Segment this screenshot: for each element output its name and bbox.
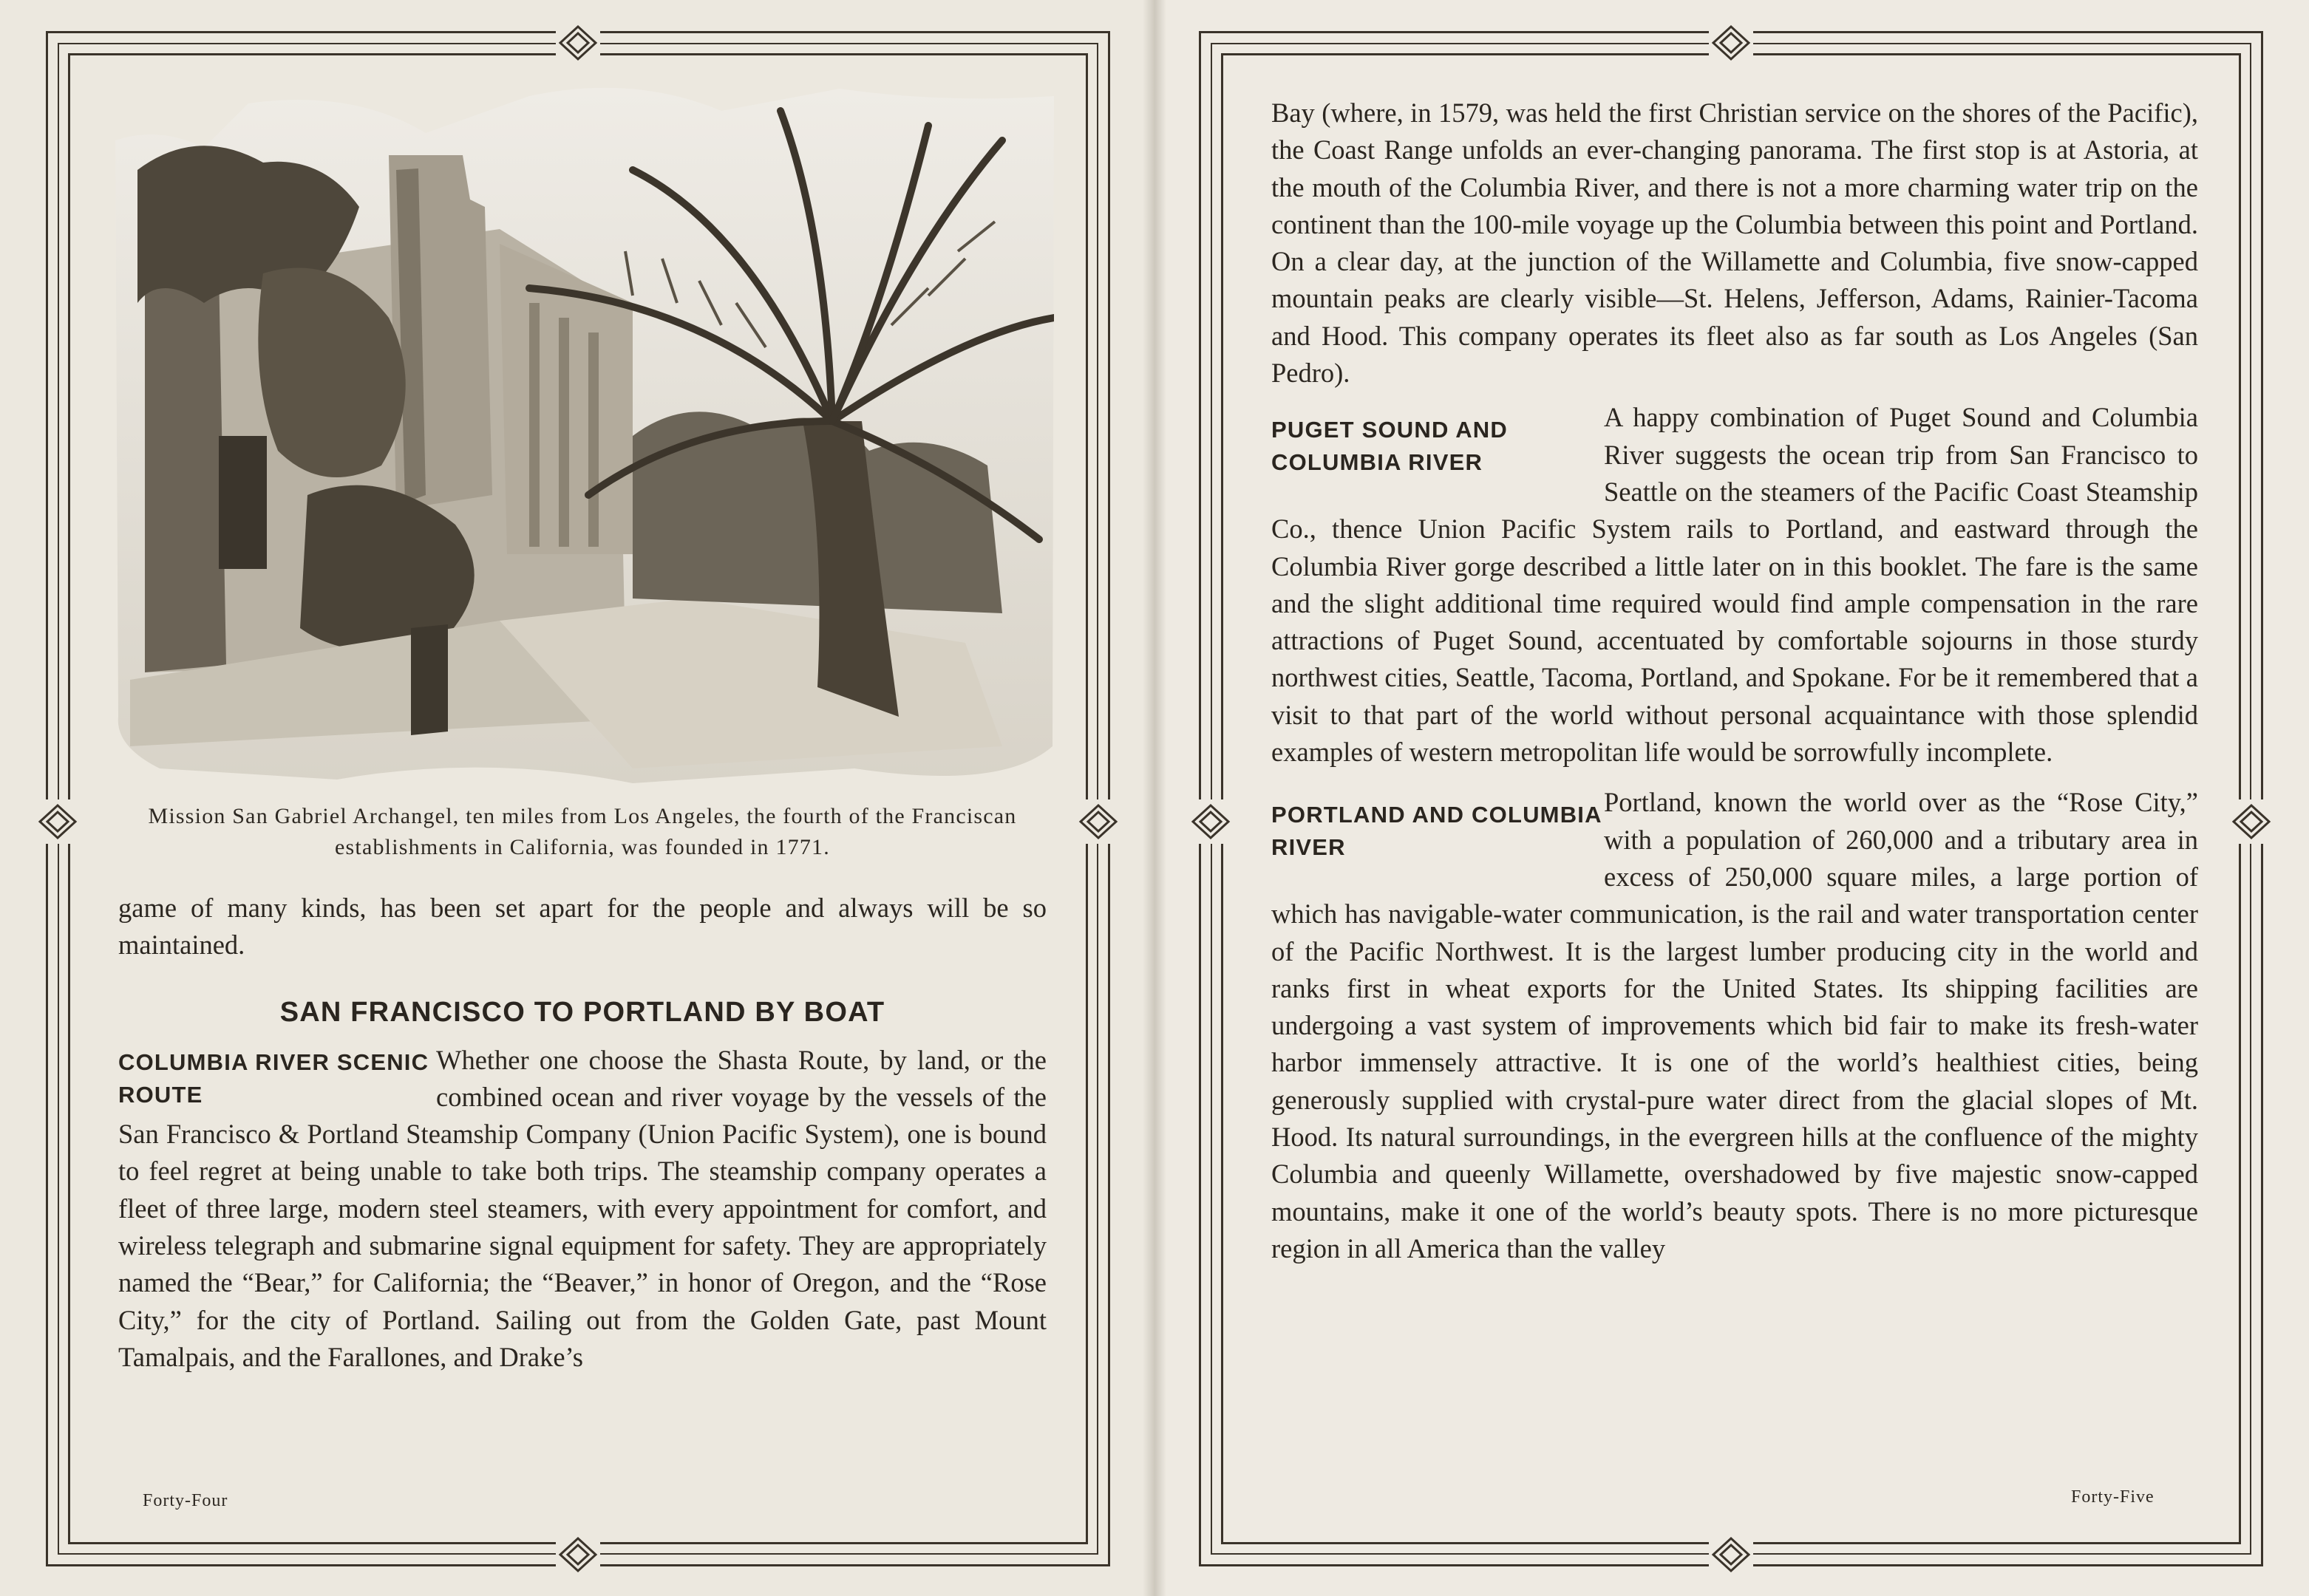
section-heading: SAN FRANCISCO TO PORTLAND BY BOAT xyxy=(279,996,885,1028)
sidehead-columbia-river-scenic-route: COLUMBIA RIVER SCENIC ROUTE xyxy=(118,1048,429,1108)
sidehead-portland: PORTLAND AND COLUMBIA RIVER xyxy=(1271,802,1602,861)
folio-left: Forty-Four xyxy=(143,1491,228,1510)
left-ornament-icon xyxy=(35,799,80,844)
shasta-route-paragraph: Whether one choose the Shasta Route, by land, or the combined ocean and river voyage by the vessels of the San Francisco & Portland Steamship Company (Union Pacific System), one is bound to feel regret at being unable to take both trips. The steamship company operates a fleet of three large, modern steel steamers, with every appointment for comfort, and wireless telegraph and submarine signal equipment for safety. They are appropriately named the “Bear,” for California; the “Beaver,” in honor of Oregon, and the “Rose City,” for the city of Portland. Sailing out from the Golden Gate, past Mount Tamalpais, and the Farallones, and Drake’s xyxy=(118,1044,1047,1372)
book-gutter xyxy=(1143,0,1166,1596)
puget-sound-paragraph: A happy combination of Puget Sound and Columbia River suggests the ocean trip from San Francisco to Seattle on the steamers of the Pacific Coast Steamship Co., thence Union Pacific System rails to Portland, and eastward through the Columbia River gorge described a little later on in this booklet. The fare is the same and the slight additional time required would find ample compensation in the rare attractions of Puget Sound, accentuated by comfortable sojourns in those sturdy northwest cities, Seattle, Tacoma, Portland, and Spokane. For be it remembered that a visit to that part of the world without personal acquaintance with those splendid examples of western metropolitan life would be sorrowfully incomplete. xyxy=(1271,402,2198,768)
right-ornament-icon xyxy=(1076,799,1121,844)
right-page xyxy=(1154,0,2309,1596)
top-ornament-icon xyxy=(1709,21,1753,65)
mission-photo xyxy=(115,81,1054,791)
portland-paragraph: Portland, known the world over as the “Rose City,” with a population of 260,000 and a tributary area in excess of 250,000 square miles, a large portion of which has navigable-water communication, is the rail and water transportation center of the Pacific Northwest. It is the largest lumber producing city in the world and ranks first in wheat exports for the United States. Its shipping facilities are undergoing a vast system of improvements which bid fair to make its fresh-water harbor immensely attractive. It is one of the world’s healthiest cities, being generously supplied with crystal-pure water direct from the glacial slopes of Mt. Hood. Its natural surroundings, in the evergreen hills at the confluence of the mighty Columbia and queenly Willamette, overshadowed by five majestic snow-capped mountains, make it one of the world’s beauty spots. There is no more picturesque region in all America than the valley xyxy=(1271,787,2198,1264)
left-ornament-icon xyxy=(1188,799,1233,844)
top-ornament-icon xyxy=(556,21,600,65)
photo-caption: Mission San Gabriel Archangel, ten miles from Los Angeles, the fourth of the Franciscan establishments in California, was founded in 1771. xyxy=(148,804,1017,859)
left-page-content xyxy=(118,81,1047,1376)
sidehead-puget-sound: PUGET SOUND AND COLUMBIA RIVER xyxy=(1271,417,1508,476)
bottom-ornament-icon xyxy=(1709,1532,1753,1577)
left-continuation-text: game of many kinds, has been set apart for the people and always will be so maintained. xyxy=(118,893,1047,961)
bottom-ornament-icon xyxy=(556,1532,600,1577)
right-continuation-text: Bay (where, in 1579, was held the first Christian service on the shores of the Pacific), the Coast Range unfolds an ever-changing panorama. The first stop is at Astoria, at the mouth of the Columbia River, and there is not a more charming water trip on the continent than the 100-mile voyage up the Columbia between this point and Portland. On a clear day, at the junction of the Willamette and Columbia, five snow-capped mountain peaks are clearly visible—St. Helens, Jefferson, Adams, Rainier-Tacoma and Hood. This company operates its fleet also as far south as Los Angeles (San Pedro). xyxy=(1271,98,2198,389)
right-ornament-icon xyxy=(2229,799,2274,844)
folio-right: Forty-Five xyxy=(2071,1487,2155,1507)
right-page-content xyxy=(1271,95,2198,1267)
left-page xyxy=(0,0,1154,1596)
